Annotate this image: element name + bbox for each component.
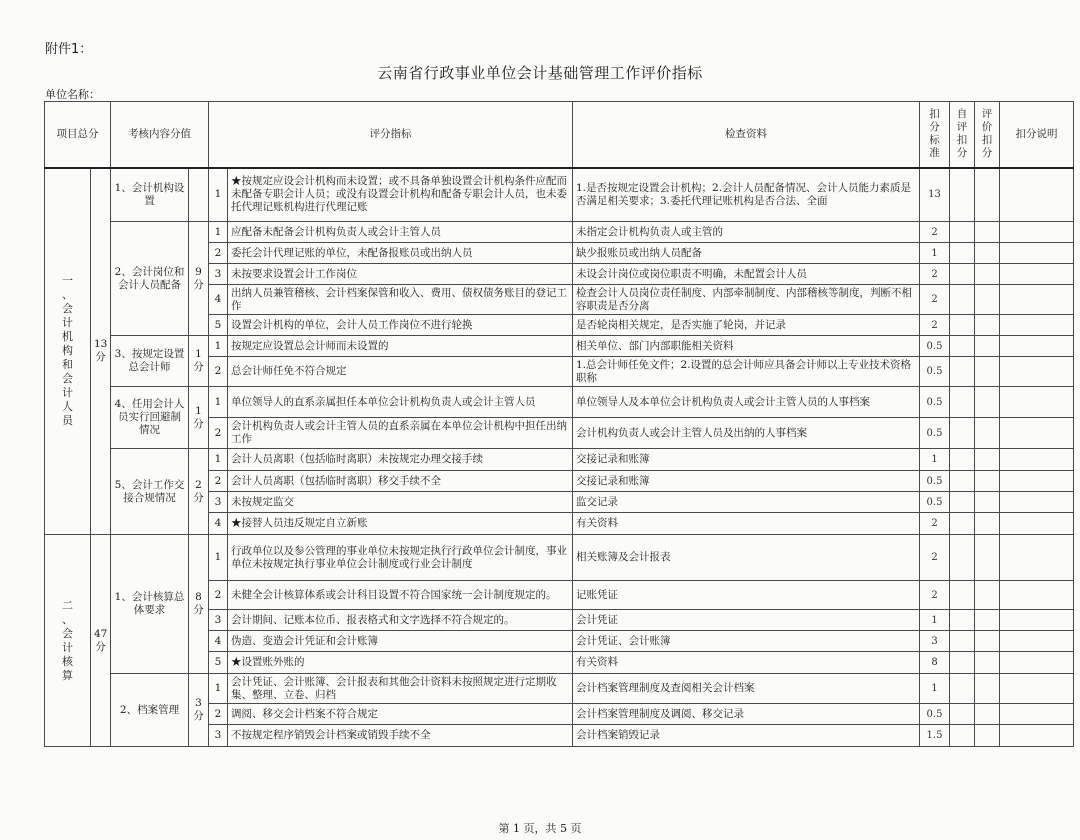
deduct-standard-cell: 1 <box>920 449 950 471</box>
deduct-standard-cell: 1.5 <box>920 725 950 747</box>
self-deduct-cell <box>950 315 975 336</box>
materials-cell: 记账凭证 <box>573 581 920 610</box>
self-deduct-cell <box>950 704 975 725</box>
criteria-cell: ★按规定应设会计机构而未设置；或不具备单独设置会计机构条件应配而未配备专职会计人员；或没有设置会计机构和配备专职会计人员，也未委托代理记账机构进行代理记账 <box>228 168 573 222</box>
row-number: 2 <box>209 581 228 610</box>
deduct-note-cell <box>1000 449 1074 471</box>
table-row <box>45 222 1074 243</box>
item-name: 2、会计岗位和会计人员配备 <box>111 222 189 336</box>
materials-cell: 缺少报账员或出纳人员配备 <box>573 243 920 264</box>
self-deduct-cell <box>950 610 975 631</box>
row-number: 3 <box>209 264 228 285</box>
item-score: 1 分 <box>189 336 209 387</box>
row-number: 2 <box>209 418 228 449</box>
self-deduct-cell <box>950 418 975 449</box>
criteria-cell: 会计人员离职（包括临时离职）未按规定办理交接手续 <box>228 449 573 471</box>
materials-cell: 1.是否按规定设置会计机构；2.会计人员配备情况、会计人员能力素质是否满足相关要求；3.委托代理记账机构是否合法、全面 <box>573 168 920 222</box>
item-score: 9 分 <box>189 222 209 336</box>
eval-deduct-cell <box>975 535 1000 581</box>
deduct-note-cell <box>1000 581 1074 610</box>
criteria-cell: 总会计师任免不符合规定 <box>228 357 573 387</box>
criteria-cell: 伪造、变造会计凭证和会计账簿 <box>228 631 573 652</box>
row-number: 2 <box>209 243 228 264</box>
deduct-note-cell <box>1000 243 1074 264</box>
eval-deduct-cell <box>975 704 1000 725</box>
section-score: 47 分 <box>91 535 111 747</box>
deduct-note-cell <box>1000 285 1074 315</box>
item-score: 2 分 <box>189 449 209 535</box>
criteria-cell: 调阅、移交会计档案不符合规定 <box>228 704 573 725</box>
eval-deduct-cell <box>975 357 1000 387</box>
eval-deduct-cell <box>975 725 1000 747</box>
header-deduct-note: 扣分说明 <box>1000 102 1074 168</box>
deduct-note-cell <box>1000 264 1074 285</box>
materials-cell: 有关资料 <box>573 652 920 674</box>
eval-deduct-cell <box>975 449 1000 471</box>
row-number: 1 <box>209 535 228 581</box>
deduct-note-cell <box>1000 336 1074 357</box>
self-deduct-cell <box>950 387 975 418</box>
self-deduct-cell <box>950 513 975 535</box>
header-item-total: 项目总分 <box>45 102 111 168</box>
table-row <box>45 535 1074 581</box>
eval-deduct-cell <box>975 513 1000 535</box>
eval-deduct-cell <box>975 631 1000 652</box>
deduct-note-cell <box>1000 387 1074 418</box>
item-name: 1、会计机构设置 <box>111 168 189 222</box>
eval-deduct-cell <box>975 674 1000 704</box>
item-score: 8 分 <box>189 535 209 674</box>
row-number: 1 <box>209 674 228 704</box>
deduct-standard-cell: 3 <box>920 631 950 652</box>
row-number: 1 <box>209 222 228 243</box>
self-deduct-cell <box>950 652 975 674</box>
eval-deduct-cell <box>975 492 1000 513</box>
row-number: 4 <box>209 513 228 535</box>
materials-cell: 相关账簿及会计报表 <box>573 535 920 581</box>
deduct-note-cell <box>1000 535 1074 581</box>
row-number: 5 <box>209 652 228 674</box>
deduct-note-cell <box>1000 418 1074 449</box>
deduct-standard-cell: 0.5 <box>920 471 950 492</box>
self-deduct-cell <box>950 449 975 471</box>
deduct-standard-cell: 0.5 <box>920 418 950 449</box>
self-deduct-cell <box>950 222 975 243</box>
criteria-cell: 未按规定监交 <box>228 492 573 513</box>
header-self-deduct: 自 评 扣 分 <box>950 102 975 168</box>
row-number: 1 <box>209 168 228 222</box>
eval-deduct-cell <box>975 285 1000 315</box>
deduct-note-cell <box>1000 357 1074 387</box>
materials-cell: 交接记录和账簿 <box>573 471 920 492</box>
row-number: 4 <box>209 631 228 652</box>
materials-cell: 有关资料 <box>573 513 920 535</box>
eval-deduct-cell <box>975 222 1000 243</box>
criteria-cell: 不按规定程序销毁会计档案或销毁手续不全 <box>228 725 573 747</box>
materials-cell: 会计档案管理制度及调阅、移交记录 <box>573 704 920 725</box>
deduct-note-cell <box>1000 513 1074 535</box>
deduct-note-cell <box>1000 652 1074 674</box>
deduct-standard-cell: 0.5 <box>920 336 950 357</box>
criteria-cell: 按规定应设置总会计师而未设置的 <box>228 336 573 357</box>
self-deduct-cell <box>950 492 975 513</box>
eval-deduct-cell <box>975 243 1000 264</box>
row-number: 5 <box>209 315 228 336</box>
section-score: 13 分 <box>91 168 111 535</box>
materials-cell: 是否轮岗相关规定，是否实施了轮岗，并记录 <box>573 315 920 336</box>
deduct-note-cell <box>1000 725 1074 747</box>
self-deduct-cell <box>950 535 975 581</box>
criteria-cell: 会计机构负责人或会计主管人员的直系亲属在本单位会计机构中担任出纳工作 <box>228 418 573 449</box>
self-deduct-cell <box>950 725 975 747</box>
row-number: 3 <box>209 610 228 631</box>
deduct-standard-cell: 2 <box>920 513 950 535</box>
table-row <box>45 449 1074 471</box>
item-name: 2、档案管理 <box>111 674 189 747</box>
criteria-cell: 出纳人员兼管稽核、会计档案保管和收入、费用、债权债务账目的登记工作 <box>228 285 573 315</box>
row-number: 1 <box>209 336 228 357</box>
criteria-cell: 未健全会计核算体系或会计科目设置不符合国家统一会计制度规定的。 <box>228 581 573 610</box>
deduct-standard-cell: 0.5 <box>920 357 950 387</box>
header-deduct-standard: 扣 分 标 准 <box>920 102 950 168</box>
self-deduct-cell <box>950 471 975 492</box>
deduct-note-cell <box>1000 631 1074 652</box>
deduct-note-cell <box>1000 610 1074 631</box>
header-materials: 检查资料 <box>573 102 920 168</box>
criteria-cell: ★设置账外账的 <box>228 652 573 674</box>
section-title: 二 、 会 计 核 算 <box>45 535 91 747</box>
deduct-standard-cell: 1 <box>920 243 950 264</box>
self-deduct-cell <box>950 264 975 285</box>
materials-cell: 1.总会计师任免文件；2.设置的总会计师应具备会计师以上专业技术资格职称 <box>573 357 920 387</box>
criteria-cell: 会计人员离职（包括临时离职）移交手续不全 <box>228 471 573 492</box>
item-name: 5、会计工作交接合规情况 <box>111 449 189 535</box>
self-deduct-cell <box>950 357 975 387</box>
deduct-standard-cell: 1 <box>920 610 950 631</box>
materials-cell: 会计档案销毁记录 <box>573 725 920 747</box>
deduct-note-cell <box>1000 492 1074 513</box>
materials-cell: 检查会计人员岗位责任制度、内部牵制制度、内部稽核等制度，判断不相容职责是否分离 <box>573 285 920 315</box>
materials-cell: 会计档案管理制度及查阅相关会计档案 <box>573 674 920 704</box>
self-deduct-cell <box>950 336 975 357</box>
self-deduct-cell <box>950 243 975 264</box>
deduct-note-cell <box>1000 315 1074 336</box>
eval-deduct-cell <box>975 610 1000 631</box>
header-criteria: 评分指标 <box>209 102 573 168</box>
evaluation-table <box>44 101 1074 747</box>
deduct-standard-cell: 2 <box>920 535 950 581</box>
eval-deduct-cell <box>975 264 1000 285</box>
row-number: 1 <box>209 387 228 418</box>
deduct-standard-cell: 8 <box>920 652 950 674</box>
eval-deduct-cell <box>975 471 1000 492</box>
criteria-cell: 会计期间、记账本位币、报表格式和文字选择不符合规定的。 <box>228 610 573 631</box>
table-row <box>45 168 1074 222</box>
row-number: 2 <box>209 471 228 492</box>
eval-deduct-cell <box>975 652 1000 674</box>
deduct-standard-cell: 0.5 <box>920 704 950 725</box>
row-number: 3 <box>209 492 228 513</box>
eval-deduct-cell <box>975 315 1000 336</box>
criteria-cell: ★接替人员违反规定自立新账 <box>228 513 573 535</box>
table-row <box>45 674 1074 704</box>
deduct-standard-cell: 0.5 <box>920 492 950 513</box>
criteria-cell: 单位领导人的直系亲属担任本单位会计机构负责人或会计主管人员 <box>228 387 573 418</box>
deduct-standard-cell: 1 <box>920 674 950 704</box>
deduct-note-cell <box>1000 674 1074 704</box>
header-content-value: 考核内容分值 <box>111 102 209 168</box>
unit-name-label: 单位名称： <box>45 88 100 101</box>
eval-deduct-cell <box>975 581 1000 610</box>
materials-cell: 未指定会计机构负责人或主管的 <box>573 222 920 243</box>
deduct-standard-cell: 2 <box>920 264 950 285</box>
row-number: 1 <box>209 449 228 471</box>
row-number: 3 <box>209 725 228 747</box>
deduct-standard-cell: 2 <box>920 222 950 243</box>
table-row <box>45 336 1074 357</box>
deduct-standard-cell: 2 <box>920 285 950 315</box>
materials-cell: 监交记录 <box>573 492 920 513</box>
deduct-standard-cell: 2 <box>920 315 950 336</box>
deduct-note-cell <box>1000 471 1074 492</box>
section-title: 一 、 会 计 机 构 和 会 计 人 员 <box>45 168 91 535</box>
item-score: 1 分 <box>189 387 209 449</box>
deduct-standard-cell: 0.5 <box>920 387 950 418</box>
materials-cell: 交接记录和账簿 <box>573 449 920 471</box>
criteria-cell: 设置会计机构的单位，会计人员工作岗位不进行轮换 <box>228 315 573 336</box>
deduct-note-cell <box>1000 222 1074 243</box>
row-number: 2 <box>209 357 228 387</box>
page-footer: 第 1 页，共 5 页 <box>498 822 582 835</box>
item-name: 1、会计核算总体要求 <box>111 535 189 674</box>
criteria-cell: 委托会计代理记账的单位，未配备报账员或出纳人员 <box>228 243 573 264</box>
eval-deduct-cell <box>975 418 1000 449</box>
header-eval-deduct: 评 价 扣 分 <box>975 102 1000 168</box>
row-number: 4 <box>209 285 228 315</box>
row-number: 2 <box>209 704 228 725</box>
eval-deduct-cell <box>975 387 1000 418</box>
materials-cell: 会计机构负责人或会计主管人员及出纳的人事档案 <box>573 418 920 449</box>
self-deduct-cell <box>950 631 975 652</box>
self-deduct-cell <box>950 674 975 704</box>
materials-cell: 单位领导人及本单位会计机构负责人或会计主管人员的人事档案 <box>573 387 920 418</box>
item-name: 3、按规定设置总会计师 <box>111 336 189 387</box>
materials-cell: 未设会计岗位或岗位职责不明确，未配置会计人员 <box>573 264 920 285</box>
table-body <box>45 168 1074 747</box>
deduct-note-cell <box>1000 168 1074 222</box>
table-row <box>45 387 1074 418</box>
materials-cell: 会计凭证 <box>573 610 920 631</box>
eval-deduct-cell <box>975 336 1000 357</box>
criteria-cell: 行政单位以及参公管理的事业单位未按规定执行行政单位会计制度，事业单位未按规定执行事业单位会计制度或行业会计制度 <box>228 535 573 581</box>
attachment-label: 附件1： <box>45 42 93 57</box>
self-deduct-cell <box>950 168 975 222</box>
materials-cell: 会计凭证、会计账簿 <box>573 631 920 652</box>
eval-deduct-cell <box>975 168 1000 222</box>
criteria-cell: 应配备未配备会计机构负责人或会计主管人员 <box>228 222 573 243</box>
item-name: 4、任用会计人员实行回避制情况 <box>111 387 189 449</box>
criteria-cell: 未按要求设置会计工作岗位 <box>228 264 573 285</box>
materials-cell: 相关单位、部门内部职能相关资料 <box>573 336 920 357</box>
item-score <box>189 168 209 222</box>
item-score: 3 分 <box>189 674 209 747</box>
page-title: 云南省行政事业单位会计基础管理工作评价指标 <box>377 64 703 82</box>
criteria-cell: 会计凭证、会计账簿、会计报表和其他会计资料未按照规定进行定期收集、整理、立卷、归档 <box>228 674 573 704</box>
deduct-standard-cell: 13 <box>920 168 950 222</box>
self-deduct-cell <box>950 581 975 610</box>
deduct-note-cell <box>1000 704 1074 725</box>
self-deduct-cell <box>950 285 975 315</box>
deduct-standard-cell: 2 <box>920 581 950 610</box>
